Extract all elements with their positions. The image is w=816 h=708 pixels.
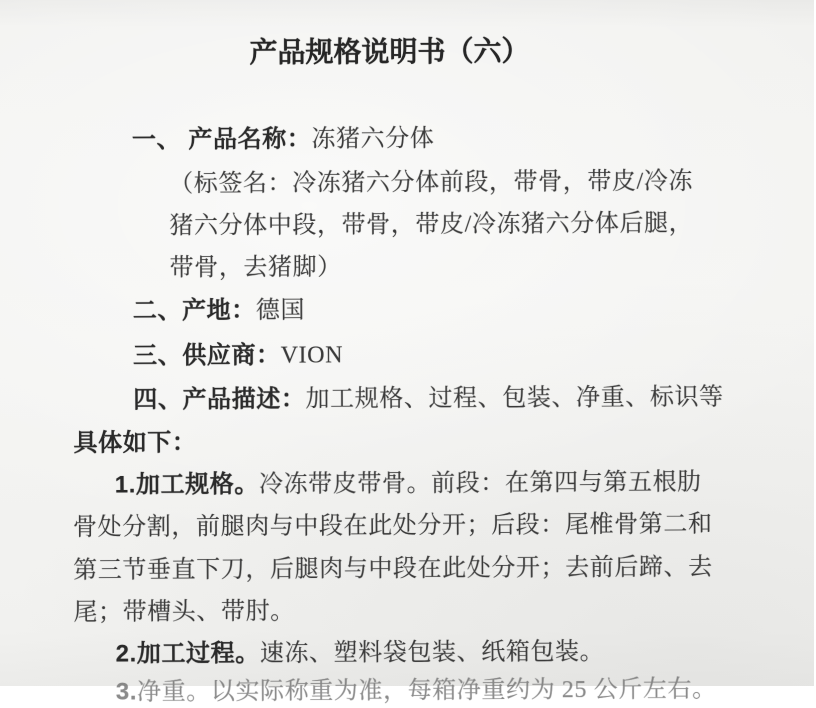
sub-item-2-label: 2.加工过程。 bbox=[116, 640, 260, 668]
sub-item-1-value: 冷冻带皮带骨。前段：在第四与第五根肋 bbox=[259, 469, 702, 497]
sub-item-3-value: 净重。以实际称重为准，每箱净重约为 25 公斤左右。 bbox=[137, 676, 717, 705]
line-text: 骨处分割，前腿肉与中段在此处分开；后段：尾椎骨第二和 bbox=[73, 511, 713, 540]
line-text: 带骨，去猪脚） bbox=[170, 254, 342, 281]
item-2-value: 德国 bbox=[256, 298, 305, 324]
line-processing-spec-2 bbox=[73, 509, 713, 542]
line-processing-spec-3 bbox=[73, 552, 713, 585]
line-product-description bbox=[133, 382, 724, 415]
line-product-name bbox=[132, 124, 435, 156]
item-4-value: 加工规格、过程、包装、净重、标识等 bbox=[305, 384, 723, 412]
line-processing-process bbox=[116, 637, 605, 670]
sub-item-3-label: 3. bbox=[116, 678, 137, 705]
line-description-continued bbox=[73, 428, 196, 459]
line-text: （标签名：冷冻猪六分体前段，带骨，带皮/冷冻 bbox=[169, 169, 693, 198]
line-bold: 具体如下： bbox=[73, 429, 196, 457]
clipped-bottom-line bbox=[116, 674, 717, 707]
line-origin bbox=[133, 296, 305, 327]
line-label-name-2 bbox=[169, 208, 693, 241]
sub-item-2-value: 速冻、塑料袋包装、纸箱包装。 bbox=[260, 639, 605, 667]
line-label-name-3 bbox=[170, 252, 342, 283]
line-text: 猪六分体中段，带骨，带皮/冷冻猪六分体后腿， bbox=[169, 210, 693, 239]
sub-item-1-label: 1.加工规格。 bbox=[115, 471, 259, 499]
item-1-value: 冻猪六分体 bbox=[311, 126, 434, 153]
item-3-value: VION bbox=[281, 342, 344, 368]
item-1-label: 一、 产品名称： bbox=[132, 125, 312, 153]
line-label-name-1 bbox=[169, 167, 693, 200]
item-3-label: 三、供应商： bbox=[133, 342, 281, 370]
line-processing-spec-1 bbox=[115, 467, 702, 500]
document-title: 产品规格说明书（六） bbox=[0, 28, 797, 72]
line-text: 第三节垂直下刀，后腿肉与中段在此处分开；去前后蹄、去 bbox=[73, 554, 713, 583]
line-supplier bbox=[133, 340, 343, 371]
line-text: 尾；带槽头、带肘。 bbox=[73, 599, 295, 626]
item-4-label: 四、产品描述： bbox=[133, 386, 305, 414]
line-processing-spec-4 bbox=[73, 597, 295, 628]
item-2-label: 二、产地： bbox=[133, 297, 256, 325]
